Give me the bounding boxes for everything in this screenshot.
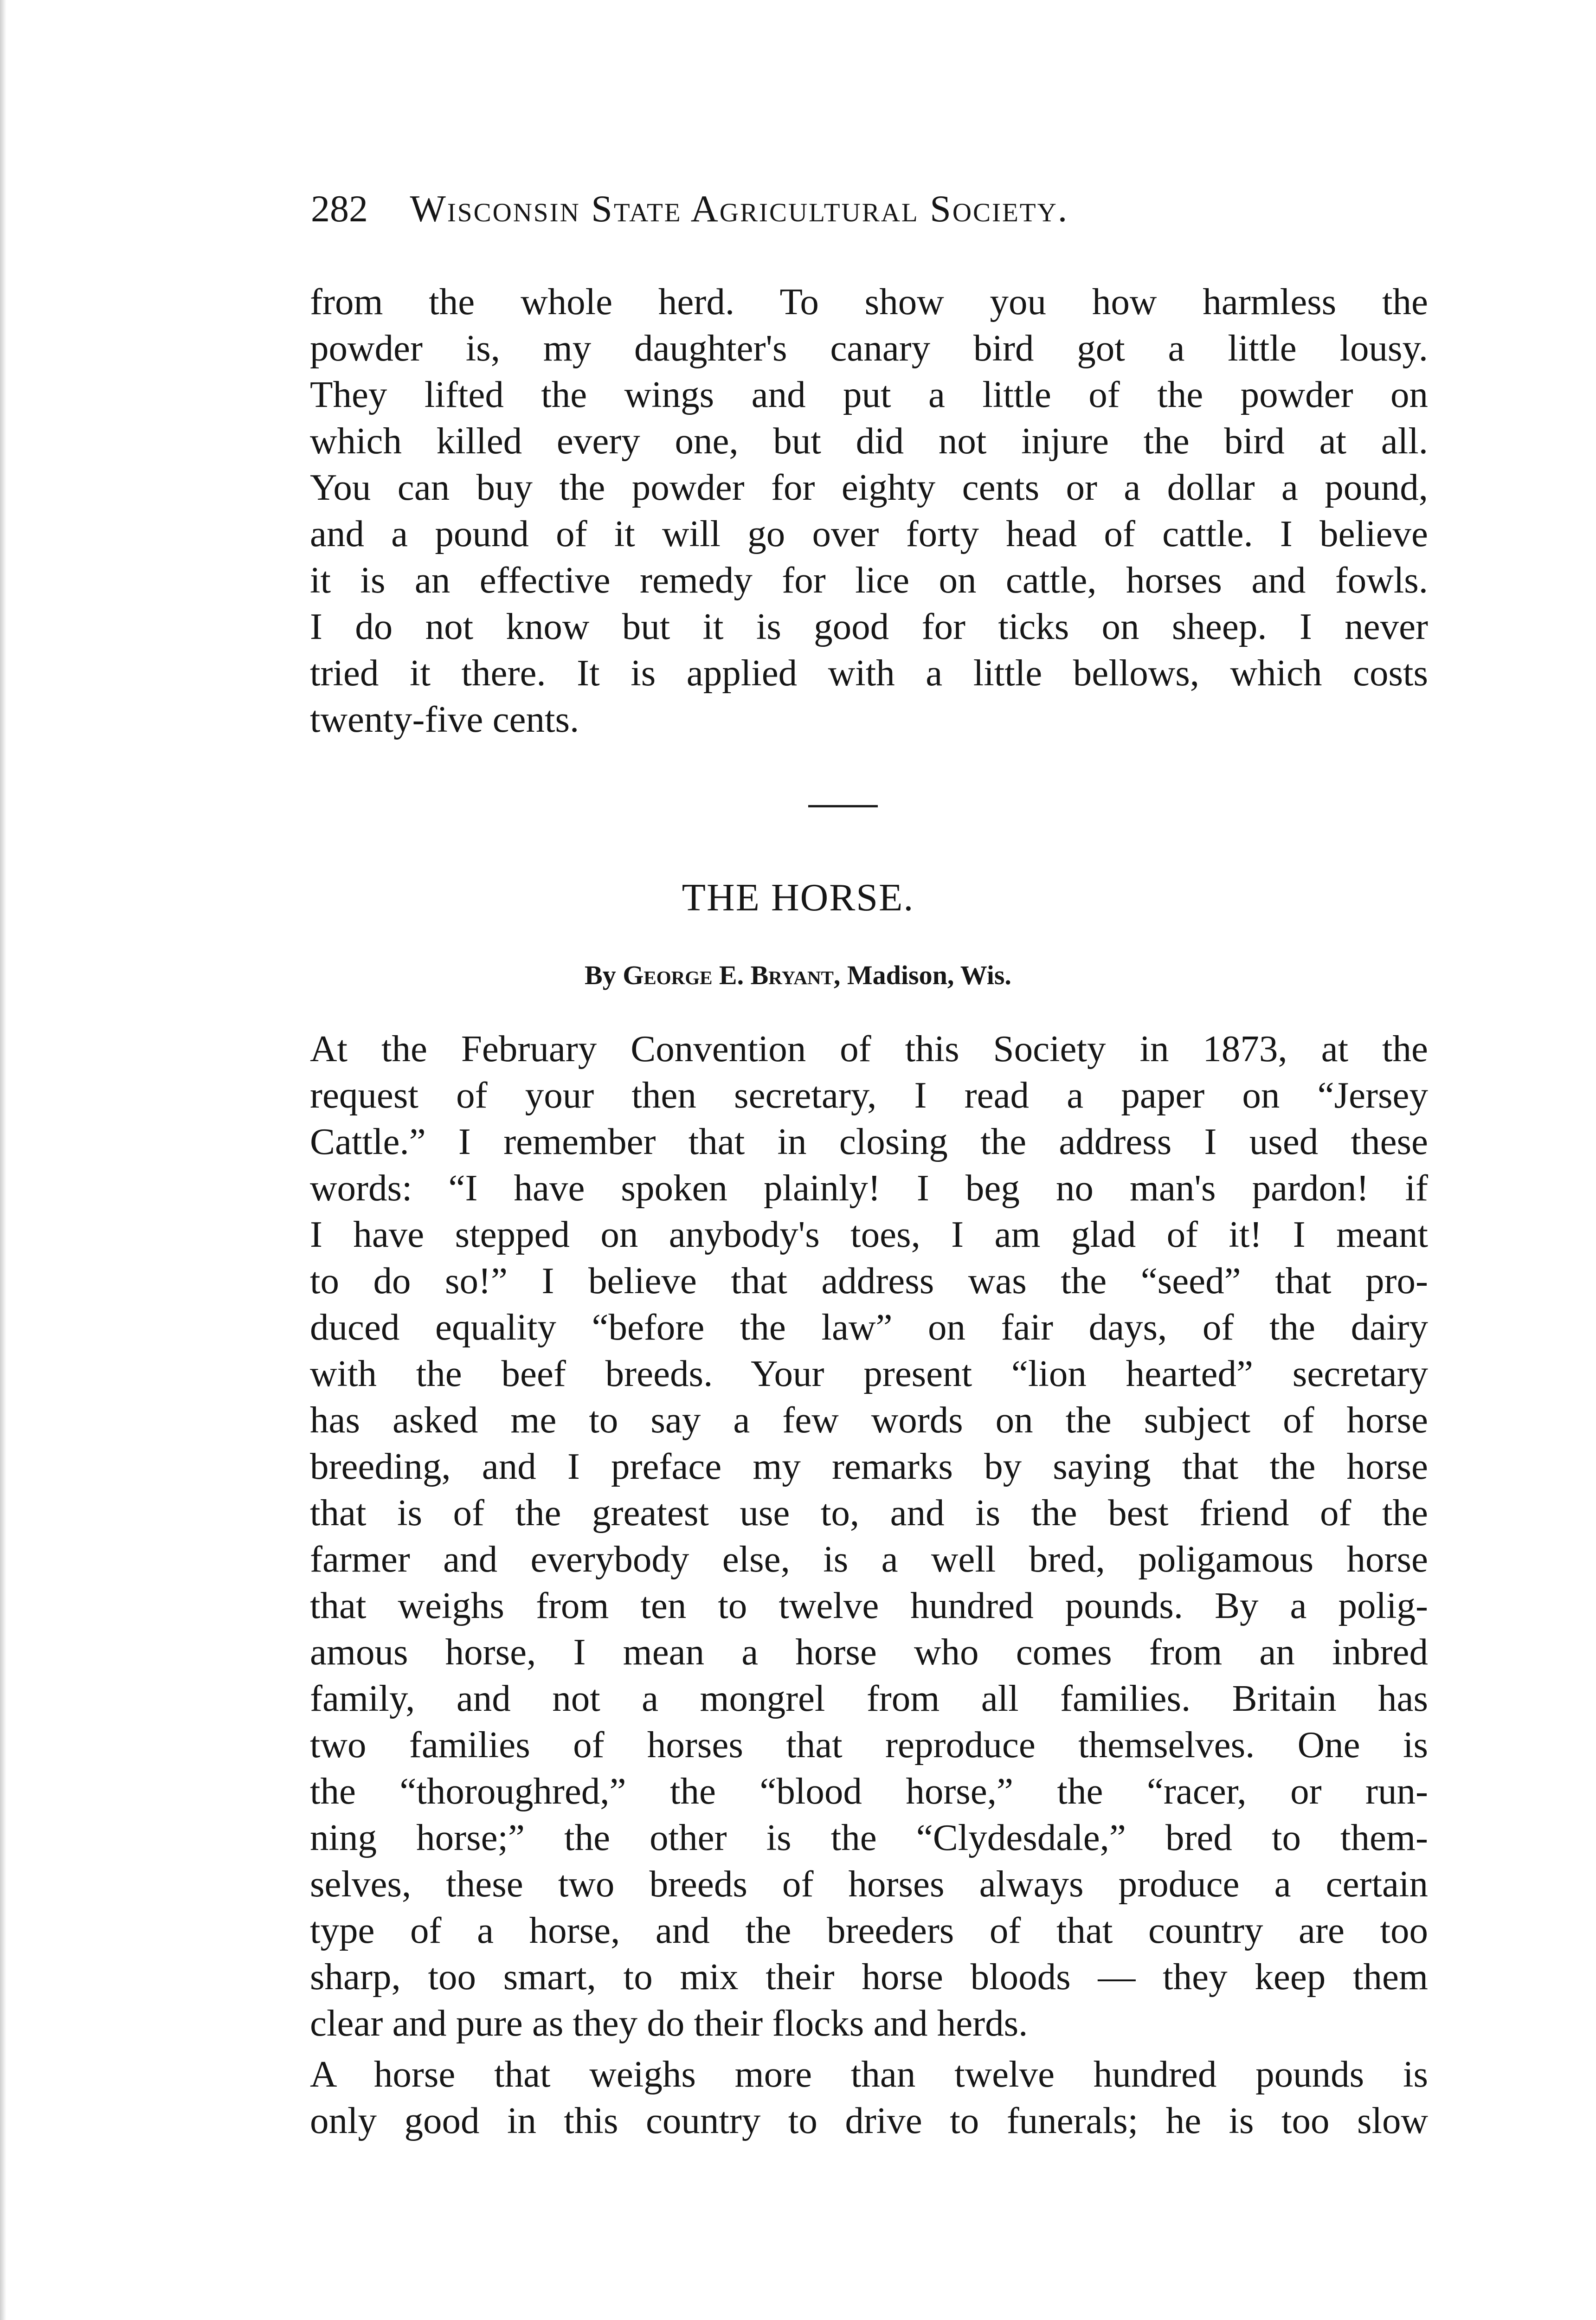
text-line: family, and not a mongrel from all families. Britain has <box>310 1677 1428 1719</box>
page-number: 282 <box>311 187 368 230</box>
text-line: They lifted the wings and put a little of the powder on <box>310 374 1428 415</box>
page-header <box>311 183 1285 234</box>
text-line: from the whole herd. To show you how harmless the <box>310 281 1428 322</box>
text-line: duced equality “before the law” on fair days, of the dairy <box>310 1306 1428 1348</box>
text-line: twenty-five cents. <box>310 698 579 740</box>
text-line: type of a horse, and the breeders of that country are too <box>310 1909 1428 1951</box>
text-line: that is of the greatest use to, and is the best friend of the <box>310 1492 1428 1534</box>
text-line: selves, these two breeds of horses always produce a certain <box>310 1863 1428 1905</box>
text-line: that weighs from ten to twelve hundred pounds. By a polig- <box>310 1585 1428 1626</box>
text-line: powder is, my daughter's canary bird got a little lousy. <box>310 327 1428 369</box>
text-line: two families of horses that reproduce themselves. One is <box>310 1724 1428 1766</box>
text-line: I do not know but it is good for ticks on sheep. I never <box>310 606 1428 647</box>
text-line: tried it there. It is applied with a little bellows, which costs <box>310 652 1428 694</box>
text-line: clear and pure as they do their flocks and herds. <box>310 2002 1028 2044</box>
page-gutter-shadow <box>0 0 6 2320</box>
text-line: At the February Convention of this Society in 1873, at the <box>310 1028 1428 1070</box>
intro-text-block <box>310 278 1428 742</box>
text-line: it is an effective remedy for lice on cattle, horses and fowls. <box>310 559 1428 601</box>
text-line: sharp, too smart, to mix their horse bloods — they keep them <box>310 1956 1428 1998</box>
paragraph-1 <box>310 1025 1428 2046</box>
text-line: with the beef breeds. Your present “lion hearted” secretary <box>310 1353 1428 1394</box>
byline-prefix: By <box>585 960 623 990</box>
text-line: You can buy the powder for eighty cents or a dollar a pound, <box>310 466 1428 508</box>
text-line: to do so!” I believe that address was the “seed” that pro- <box>310 1260 1428 1302</box>
text-line: breeding, and I preface my remarks by saying that the horse <box>310 1445 1428 1487</box>
text-line: the “thoroughred,” the “blood horse,” the “racer, or run- <box>310 1770 1428 1812</box>
byline-place: , Madison, Wis. <box>833 960 1011 990</box>
text-line: amous horse, I mean a horse who comes from an inbred <box>310 1631 1428 1673</box>
text-line: words: “I have spoken plainly! I beg no man's pardon! if <box>310 1167 1428 1209</box>
byline-author: George E. Bryant <box>623 960 834 990</box>
text-line: I have stepped on anybody's toes, I am glad of it! I meant <box>310 1213 1428 1255</box>
paragraph-2 <box>310 2051 1428 2144</box>
article-title: THE HORSE. <box>682 876 914 919</box>
text-line: which killed every one, but did not injure the bird at all. <box>310 420 1428 462</box>
text-line: Cattle.” I remember that in closing the address I used these <box>310 1121 1428 1162</box>
text-line: farmer and everybody else, is a well bred, poligamous horse <box>310 1538 1428 1580</box>
text-line: only good in this country to drive to funerals; he is too slow <box>310 2100 1428 2141</box>
section-divider-rule <box>808 805 878 807</box>
text-line: request of your then secretary, I read a paper on “Jersey <box>310 1074 1428 1116</box>
text-line: ning horse;” the other is the “Clydesdale,” bred to them- <box>310 1817 1428 1858</box>
text-line: has asked me to say a few words on the subject of horse <box>310 1399 1428 1441</box>
running-head: Wisconsin State Agricultural Society. <box>410 187 1069 230</box>
text-line: and a pound of it will go over forty head of cattle. I believe <box>310 513 1428 554</box>
text-line: A horse that weighs more than twelve hundred pounds is <box>310 2053 1428 2095</box>
article-byline <box>0 957 1596 994</box>
